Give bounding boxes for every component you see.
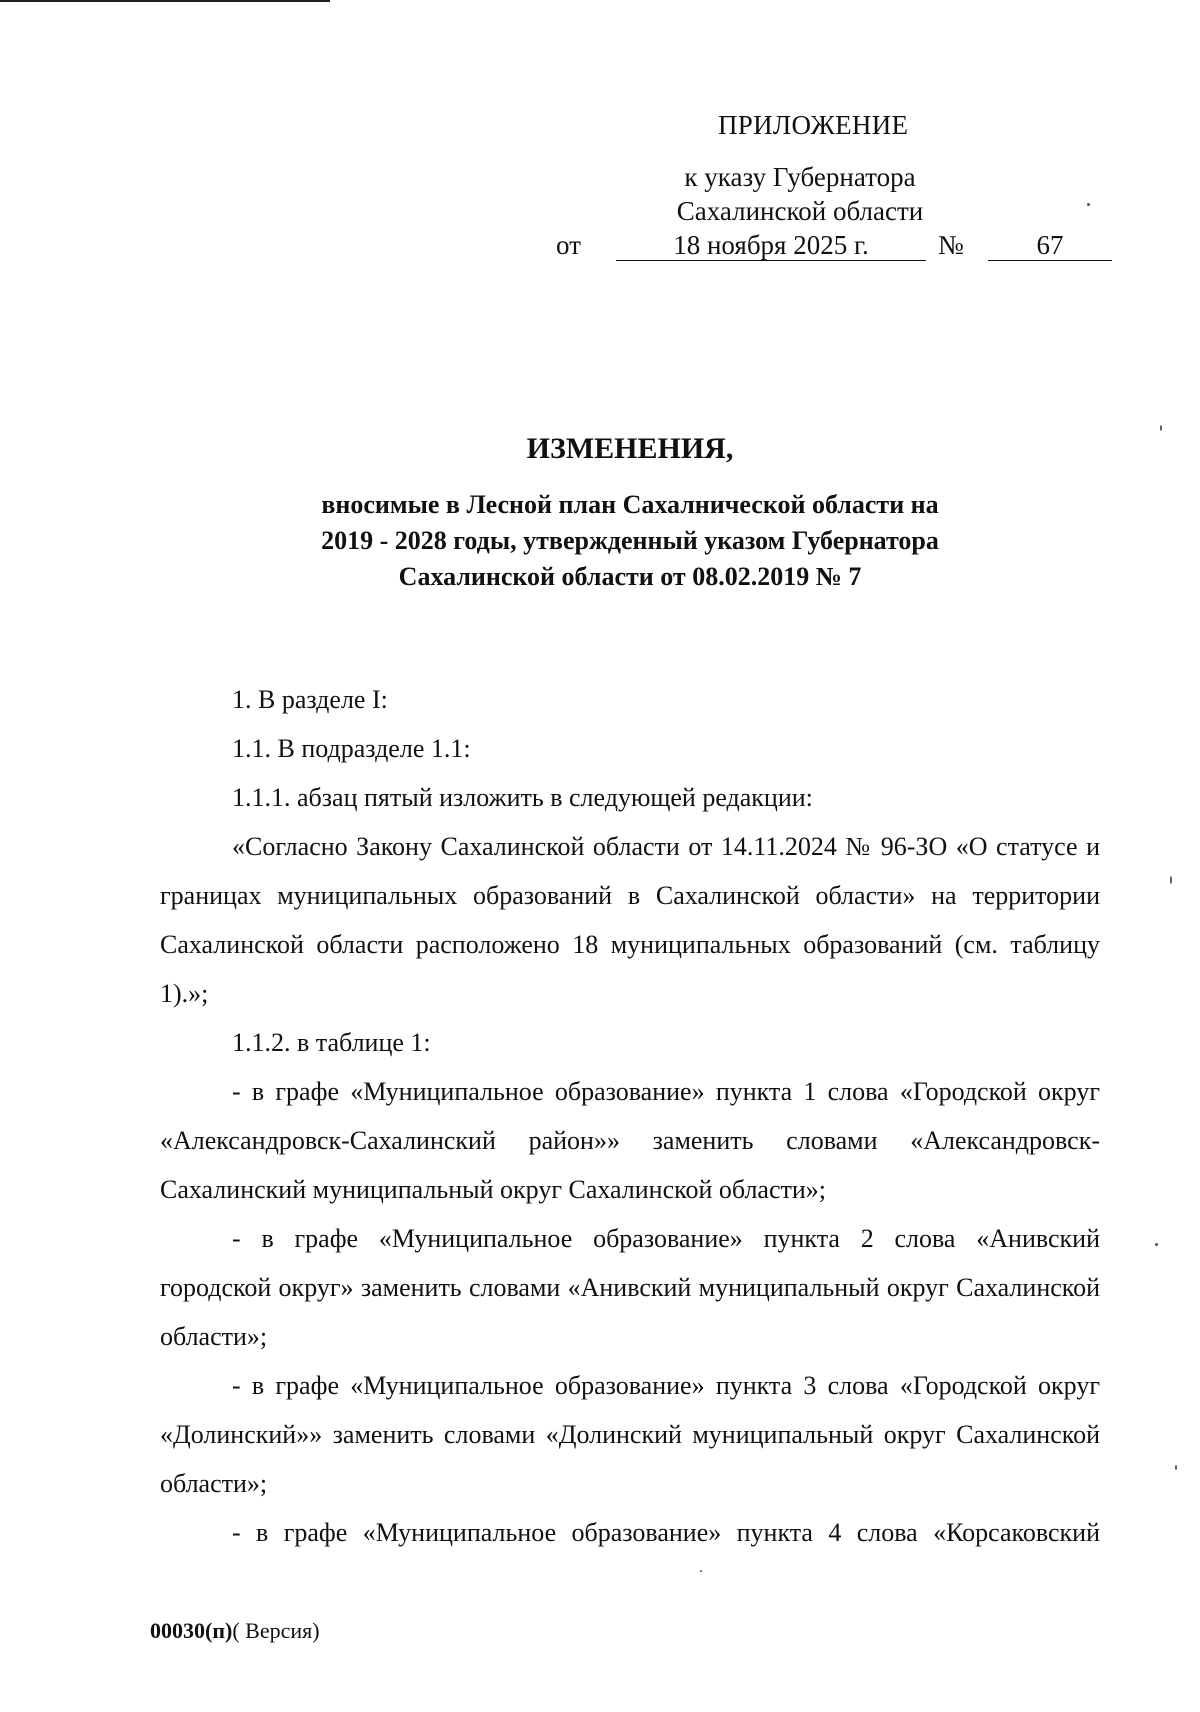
footer-version: ( Версия) <box>232 1618 320 1643</box>
clause-paragraph: 1.1.2. в таблице 1: <box>232 1028 431 1057</box>
amendment-item: - в графе «Муниципальное образование» пункта 1 слова «Городской округ «Александровск-Сахалинский район»» заменить словами «Александровск-Сахалинский муниципальный округ Сахалинской области»; <box>160 1077 1100 1204</box>
scan-speck <box>1175 1465 1177 1470</box>
appendix-decree-line: к указу Губернатора <box>684 162 916 192</box>
subtitle-line: вносимые в Лесной план Сахалнической области на <box>321 490 939 519</box>
subtitle-line: Сахалинской области от 08.02.2019 № 7 <box>398 562 862 591</box>
amendment-item: - в графе «Муниципальное образование» пункта 3 слова «Городской округ «Долинский»» заменить словами «Долинский муниципальный округ Сахалинской области»; <box>160 1371 1100 1498</box>
quoted-paragraph: «Согласно Закону Сахалинской области от 14.11.2024 № 96-ЗО «О статусе и границах муниципальных образований в Сахалинской области» на территории Сахалинской области расположено 18 муниципальных образований (см. таблицу 1).»; <box>160 832 1100 1008</box>
scan-speck <box>1155 1243 1158 1246</box>
clause-paragraph: 1.1.1. абзац пятый изложить в следующей редакции: <box>232 783 813 812</box>
decree-number: 67 <box>988 230 1112 261</box>
appendix-region-line: Сахалинской области <box>676 196 924 226</box>
appendix-title: ПРИЛОЖЕНИЕ <box>718 110 909 140</box>
decree-date: 18 ноября 2025 г. <box>616 230 926 261</box>
scan-speck <box>1170 876 1172 884</box>
subtitle-line: 2019 - 2028 годы, утвержденный указом Губернатора <box>321 526 939 555</box>
scan-speck <box>1160 425 1162 431</box>
footer-code: 00030(п) <box>150 1618 233 1643</box>
document-title: ИЗМЕНЕНИЯ, <box>526 432 734 465</box>
decree-number-label: № <box>938 230 964 260</box>
decree-from-label: от <box>556 230 581 260</box>
amendment-item: - в графе «Муниципальное образование» пункта 4 слова «Корсаковский <box>232 1518 1100 1547</box>
section-heading: 1. В разделе I: <box>232 685 388 714</box>
subsection-heading: 1.1. В подразделе 1.1: <box>232 734 471 763</box>
scan-edge-line <box>0 0 330 2</box>
footer-document-code <box>150 1618 320 1644</box>
document-body <box>160 675 1100 1557</box>
scan-speck <box>1087 203 1090 206</box>
scan-speck <box>700 1570 702 1572</box>
amendment-item: - в графе «Муниципальное образование» пункта 2 слова «Анивский городской округ» заменить словами «Анивский муниципальный округ Сахалинской области»; <box>160 1224 1100 1351</box>
document-subtitle <box>0 487 1200 595</box>
